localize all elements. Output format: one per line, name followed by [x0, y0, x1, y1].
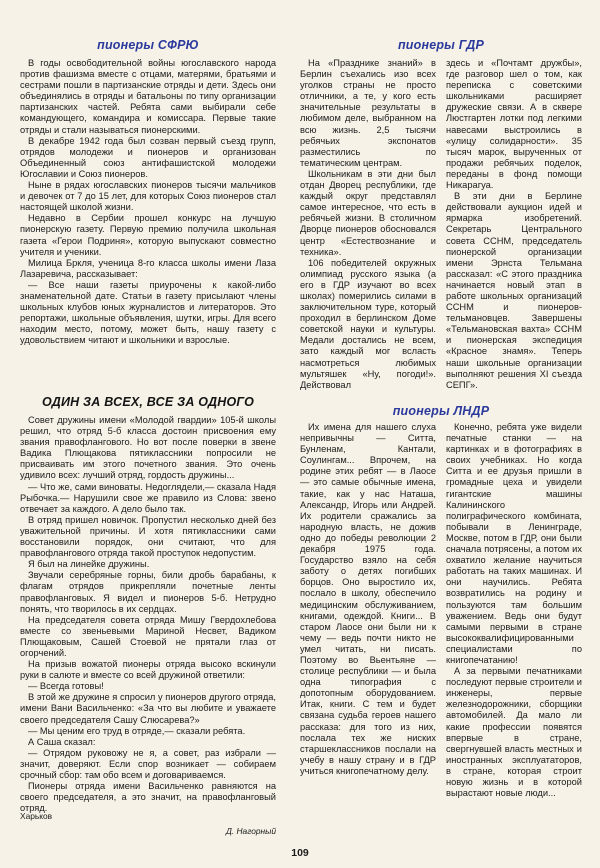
sfryu-paragraph: Милица Бркля, ученица 8-го класса школы имени Лаза Лазаревича, рассказывает: — [20, 257, 276, 279]
gdr-paragraph: Школьникам в эти дни был отдан Дворец республики, где каждый округ представлял самое интересное, что есть в ребячьей жизни. В столичном Дворце пионеров обосновался центр «Естествознание и техника». — [300, 168, 436, 257]
sfryu-paragraph: — Все наши газеты приурочены к какой-либо знаменательной дате. Статьи в газету присылают члены школьных клубов юных журналистов и литераторов. Это репортажи, школьные объявления, шутки, игры. Для всего находим место, потому, может быть, нашу газету с удовольствием читают и школьники и взрослые. — [20, 279, 276, 346]
one-for-all-article — [20, 415, 276, 814]
lndr-paragraph: А за первыми печатниками последуют первые строители и инженеры, первые железнодорожники, сборщики автомобилей. Да мало ли какие профессии появятся впервые в стране, свергнувшей власть местных и иностранных эксплуататоров, в стране, которая строит новую жизнь и в которой вырастают новые люди... — [446, 666, 582, 799]
gdr-paragraph: На «Празднике знаний» в Берлин съехались изо всех уголков страны не просто отличники, а те, у кого есть значительные результаты в любимом деле, выбранном на всю жизнь. 2,5 тысячи ребячьих экспонатов разместились по тематическим центрам. — [300, 58, 436, 168]
one-for-all-paragraph: — Отрядом руковожу не я, а совет, раз избрали — значит, доверяют. Если спор возникает — собираем срочный сбор: там обо всем и договариваемся. — [20, 747, 276, 780]
one-for-all-paragraph: Пионеры отряда имени Васильченко равняются на своего председателя, а это значит, на правофланговый отряд. — [20, 781, 276, 814]
one-for-all-paragraph: Совет дружины имени «Молодой гвардии» 105-й школы решил, что отряд 5-б класса достоин присвоения ему звания правофлангового. Но вот после поверки в звене Вадика Плющакова пятиклассники попросили не присваивать им этого почетного звания. Это очень удивило всех: лучший отряд, гордость дружины... — [20, 415, 276, 481]
gdr-paragraph: В эти дни в Берлине действовали аукцион идей и ярмарка изобретений. Секретарь Центрального совета ССНМ, председатель пионерской организации имени Эрнста Тельмана рассказал: «С этого праздника начинается новый этап в работе школьных организаций ССНМ и пионеров-тельмановцев. Завершены «Тельмановская вахта» ССНМ и пионерская экспедиция «Красное знамя». Теперь наши школьные организации выполняют решения XI съезда СЕПГ». — [446, 191, 582, 390]
one-for-all-paragraph: В этой же дружине я спросил у пионеров другого отряда, имени Вани Васильченко: «За что вы любите и уважаете своего председателя Сашу Слюсарева?» — [20, 692, 276, 725]
one-for-all-paragraph: На призыв вожатой пионеры отряда высоко вскинули руки в салюте и вместе со всей дружиной ответили: — [20, 659, 276, 681]
gdr-column-a — [300, 58, 436, 398]
one-for-all-paragraph: А Саша сказал: — [28, 736, 96, 747]
sfryu-paragraph: Недавно в Сербии прошел конкурс на лучшую пионерскую газету. Первую премию получила школьная газета «Герои Подриня», которую выпускают совместно учителя и ученики. — [20, 213, 276, 257]
lndr-paragraph: Конечно, ребята уже видели печатные станки — на картинках и в фотографиях в своих учебниках. Но когда Ситта и ее друзья пришли в громадные цеха и увидели гигантские машины Калининского полиграфического комбината, побывали в Ленинграде, Москве, потом в ГДР, они были сначала потрясены, а потом их охватило желание научиться работать на таких машинах. И они научились. Ребята возвратились на родину и пользуются там большим уважением. Ведь они будут самыми первыми в стране высококвалифицированными специалистами по книгопечатанию! — [446, 422, 582, 665]
sfryu-heading: пионеры СФРЮ — [97, 38, 199, 52]
lndr-column-b — [446, 422, 582, 832]
sfryu-paragraph: В декабре 1942 года был созван первый съезд групп, отрядов молодежи и пионеров и организован Объединенный союз антифашистской молодежи Югославии и Союз пионеров. — [20, 135, 276, 179]
one-for-all-paragraph: В отряд пришел новичок. Пропустил несколько дней без уважительной причины. И хотя пятиклассники сами восстановили порядок, они считают, что для правофлангового отряда такой проступок недопустим. — [20, 514, 276, 559]
one-for-all-paragraph: Звучали серебряные горны, били дробь барабаны, к флагам отрядов прикрепляли почетные ленты правофланговых. Я видел и пионеров 5-б. Нетрудно понять, что творилось в их сердцах. — [20, 570, 276, 614]
one-for-all-paragraph: — Что же, сами виноваты. Недоглядели,— сказала Надя Рыбочка.— Нарушили свое же правило из Слова: звено отвечает за каждого. А дело было так. — [20, 481, 276, 514]
one-for-all-paragraph: — Всегда готовы! — [28, 681, 104, 692]
one-for-all-paragraph: — Мы ценим его труд в отряде,— сказали ребята. — [28, 725, 246, 736]
article-author: Д. Нагорный — [225, 826, 276, 836]
gdr-column-b — [446, 58, 582, 398]
sfryu-paragraph: В годы освободительной войны югославского народа против фашизма вместе с отцами, матерями, братьями и сестрами пошли в партизанские отряды и дети. Здесь они объединялись в отряды и батальоны по типу организации партизанских частей. Ребята сами выбирали себе командующего, командира и комиссара. Первые такие отряды и стали называться пионерскими. — [20, 58, 276, 135]
page-number: 109 — [291, 847, 309, 859]
one-for-all-paragraph: Я был на линейке дружины. — [28, 559, 150, 570]
sfryu-article — [20, 58, 276, 388]
gdr-paragraph: 106 победителей окружных олимпиад русского языка (а его в ГДР изучают во всех школах) померились силами в заключительном туре, который проходил в берлинском Доме советской науки и культуры. Медали достались не всем, зато каждый мог всласть насмотреться любимых мультяшек «Ну, погоди!». Действовал — [300, 257, 436, 390]
sfryu-paragraph: Ныне в рядах югославских пионеров тысячи мальчиков и девочек от 7 до 15 лет, для которых Союз пионеров стал настоящей школой жизни. — [20, 180, 276, 213]
gdr-paragraph: здесь и «Почтамт дружбы», где разговор шел о том, как переписка с советскими школьниками расширяет дружеские связи. А в сквере Люстгартен лотки под легкими навесами выстроились в «улицу солидарности». 35 тысяч марок, вырученных от продажи ребячьих поделок, переданы в фонд помощи Никарагуа. — [446, 58, 582, 191]
one-for-all-paragraph: На председателя совета отряда Мишу Гвердохлебова вместе со звеньевыми Мариной Несвет, Вадиком Плющаковым, Сашей Стоевой не прятали глаз от огорчений. — [20, 614, 276, 658]
lndr-paragraph: Их имена для нашего слуха непривычны — Ситта, Бунленам, Кантали, Соулингам... Впрочем, на родине этих ребят — в Лаосе — это самые обычные имена, такие, как у нас Наташа, Александр, Игорь или Андрей. Их родители сражались за народную власть, не дожив одно до победы революции 2 декабря 1975 года. Государство взяло на себя заботу о детях погибших борцов. Оно выростило их, послало в школу, обеспечило медицинским обслуживанием, книгами, одеждой. Книги... В старом Лаосе они были ни к чему — ведь почти никто не умел читать, ни писать. Поэтому во Вьентьяне — столице республики — и была одна типография с допотопным оборудованием. Итак, книги. С тем и будет связана судьба героев нашего рассказа: для того из них, послала тех же ниских старшеклассников послали на учебу в нашу страну и в ГДР учиться книгопечатному делу. — [300, 422, 436, 776]
one-for-all-heading: ОДИН ЗА ВСЕХ, ВСЕ ЗА ОДНОГО — [41, 395, 255, 409]
lndr-column-a — [300, 422, 436, 832]
gdr-heading: пионеры ГДР — [397, 38, 485, 52]
article-city: Харьков — [20, 811, 53, 821]
lndr-heading: пионеры ЛНДР — [392, 404, 490, 418]
